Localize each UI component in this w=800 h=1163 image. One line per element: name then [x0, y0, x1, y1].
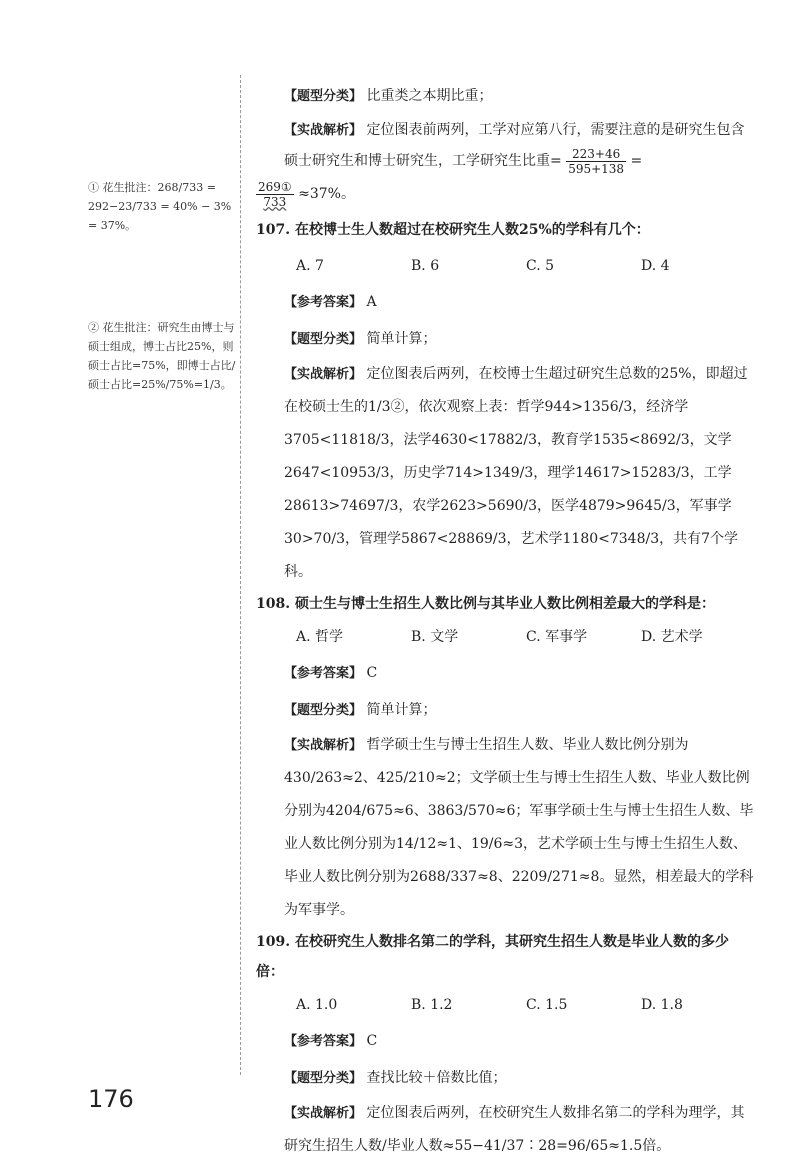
q106-frac-num: 223+46: [566, 147, 626, 162]
q108-option-a: A. 哲学: [296, 629, 344, 645]
q109-answer-value: C: [366, 1033, 378, 1049]
q109-option-d: D. 1.8: [641, 997, 683, 1013]
q108-answer-label: 【参考答案】: [284, 666, 363, 681]
q106-result: [256, 176, 756, 212]
q106-analysis-text: 定位图表前两列，工学对应第八行，需要注意的是研究生包含硕士研究生和博士研究生，工学研究生比重=: [284, 122, 745, 169]
q107-options: [256, 248, 756, 284]
q106-fraction: [566, 147, 626, 176]
q106-category-label: 【题型分类】: [284, 89, 363, 104]
q108-analysis-label: 【实战解析】: [284, 738, 363, 753]
q107-answer-label: 【参考答案】: [284, 295, 363, 310]
q109-option-c: C. 1.5: [526, 997, 568, 1013]
q106-result-den: 733: [263, 194, 287, 209]
q109-option-b: B. 1.2: [411, 997, 453, 1013]
q109-option-a: A. 1.0: [296, 997, 338, 1013]
q109-analysis: [256, 1097, 756, 1163]
q107-option-a: A. 7: [296, 258, 324, 274]
q107-category: [256, 321, 756, 358]
q109-category-value: 查找比较＋倍数比值；: [366, 1070, 507, 1086]
q108-title: 108. 硕士生与博士生招生人数比例与其毕业人数比例相差最大的学科是：: [256, 596, 715, 612]
q106-result-num: 269①: [258, 179, 292, 194]
q106-category-value: 比重类之本期比重；: [366, 88, 493, 104]
q106-category: [256, 78, 756, 115]
q107-answer-value: A: [366, 294, 377, 310]
q106-result-tail: ≈37%。: [298, 186, 355, 202]
q109-category-label: 【题型分类】: [284, 1071, 363, 1086]
q107-option-d: D. 4: [641, 258, 670, 274]
q106-analysis-label: 【实战解析】: [284, 123, 363, 138]
margin-divider: [240, 75, 241, 1075]
page-number: 176: [88, 1085, 134, 1113]
q109-title: 109. 在校研究生人数排名第二的学科，其研究生招生人数是毕业人数的多少倍：: [256, 934, 729, 980]
q107-category-value: 简单计算；: [366, 331, 437, 347]
q108-option-d: D. 艺术学: [641, 629, 703, 645]
q107-title: 107. 在校博士生人数超过在校研究生人数25%的学科有几个：: [256, 222, 650, 238]
q109-options: [256, 987, 756, 1023]
q109-analysis-label: 【实战解析】: [284, 1106, 363, 1121]
q108-category-value: 简单计算；: [366, 702, 437, 718]
q108-answer-value: C: [366, 665, 378, 681]
q108-answer: [256, 655, 756, 692]
main-content: [256, 78, 756, 1163]
q108-analysis-text: 哲学硕士生与博士生招生人数、毕业人数比例分别为430/263≈2、425/210≈2；文学硕士生与博士生招生人数、毕业人数比例分别为4204/675≈6、3863/570≈6；军事学硕士生与博士生招生人数、毕业人数比例分别为14/12≈1、19/6≈3，艺术学硕士生与博士生招生人数、毕业人数比例分别为2688/337≈8、2209/271≈8。显然，相差最大的学科为军事学。: [284, 737, 754, 918]
q109-answer-label: 【参考答案】: [284, 1034, 363, 1049]
q107-analysis: [256, 358, 756, 589]
q109-category: [256, 1060, 756, 1097]
q106-result-frac: [256, 180, 294, 209]
side-note-1: ① 花生批注：268/733 = 292−23/733 = 40% − 3% = 37%。: [88, 181, 232, 232]
q107-option-b: B. 6: [411, 258, 440, 274]
side-note-2: ② 花生批注：研究生由博士与硕士组成，博士占比25%，则硕士占比=75%，即博士占比/硕士占比=25%/75%=1/3。: [88, 321, 236, 391]
q107-category-label: 【题型分类】: [284, 332, 363, 347]
q107-analysis-text: 定位图表后两列，在校博士生超过研究生总数的25%，即超过在校硕士生的1/3②，依次观察上表：哲学944>1356/3，经济学3705<11818/3，法学4630<17882/3，教育学1535<8692/3，文学2647<10953/3，历史学714>1349/3，理学14617>15283/3，工学28613>74697/3，农学2623>5690/3，医学4879>9645/3，军事学30>70/3，管理学5867<28869/3，艺术学1180<7348/3，共有7个学科。: [284, 366, 748, 580]
q107-answer: [256, 284, 756, 321]
q106-eq: =: [630, 153, 643, 169]
q106-analysis: [256, 115, 756, 176]
q107-analysis-label: 【实战解析】: [284, 367, 363, 382]
q108-options: [256, 619, 756, 655]
q108-option-c: C. 军事学: [526, 629, 588, 645]
q109-analysis-text: 定位图表后两列，在校研究生人数排名第二的学科为理学，其研究生招生人数/毕业人数≈55−41/37∶28=96/65≈1.5倍。: [284, 1105, 745, 1154]
q108-option-b: B. 文学: [411, 629, 459, 645]
q108-category: [256, 692, 756, 729]
q107-option-c: C. 5: [526, 258, 555, 274]
q108-category-label: 【题型分类】: [284, 703, 363, 718]
q108-analysis: [256, 729, 756, 927]
q106-frac-den: 595+138: [568, 161, 625, 176]
q109-answer: [256, 1023, 756, 1060]
